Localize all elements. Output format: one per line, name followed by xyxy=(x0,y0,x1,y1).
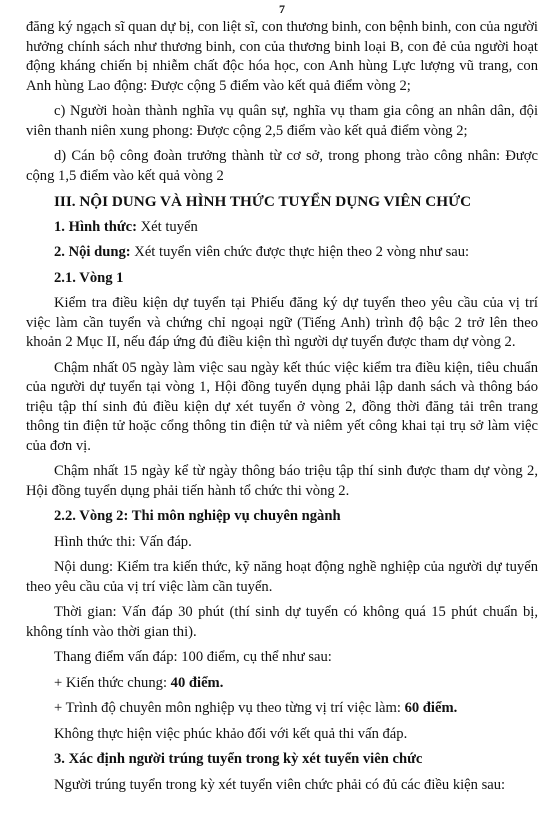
general-knowledge-score: 40 điểm. xyxy=(170,674,224,691)
paragraph-exam-time: Thời gian: Vấn đáp 30 phút (thí sinh dự tuyển có không quá 15 phút chuẩn bị, không tính vào thời gian thi). xyxy=(26,604,538,640)
paragraph-general-knowledge xyxy=(26,674,538,694)
paragraph-professional-skill xyxy=(26,699,538,719)
paragraph-vong1-deadline: Chậm nhất 15 ngày kể từ ngày thông báo triệu tập thí sinh được tham dự vòng 2, Hội đồng tuyển dụng phải tiến hành tổ chức thi vòng 2. xyxy=(26,463,538,499)
paragraph-priority-c: c) Người hoàn thành nghĩa vụ quân sự, nghĩa vụ tham gia công an nhân dân, đội viên thanh niên xung phong: Được cộng 2,5 điểm vào kết quả điểm vòng 2; xyxy=(26,103,538,139)
paragraph-exam-form: Hình thức thi: Vấn đáp. xyxy=(54,533,192,550)
heading-vong-1: 2.1. Vòng 1 xyxy=(54,269,124,286)
paragraph-successful-conditions: Người trúng tuyển trong kỳ xét tuyển viên chức phải có đủ các điều kiện sau: xyxy=(54,776,506,793)
heading-noi-dung-text: Xét tuyển viên chức được thực hiện theo 2 vòng như sau: xyxy=(130,244,470,260)
section-heading-iii: III. NỘI DUNG VÀ HÌNH THỨC TUYỂN DỤNG VIÊN CHỨC xyxy=(54,193,472,210)
paragraph-priority-d: d) Cán bộ công đoàn trưởng thành từ cơ sở, trong phong trào công nhân: Được cộng 1,5 điểm vào kết quả vòng 2 xyxy=(26,148,538,184)
heading-xac-dinh-trung-tuyen: 3. Xác định người trúng tuyển trong kỳ xét tuyển viên chức xyxy=(54,751,423,767)
heading-hinh-thuc-text: Xét tuyển xyxy=(136,218,198,235)
professional-skill-score: 60 điểm. xyxy=(404,700,458,716)
professional-skill-text: + Trình độ chuyên môn nghiệp vụ theo từng vị trí việc làm: xyxy=(54,700,405,716)
heading-noi-dung xyxy=(26,243,538,263)
paragraph-priority-b-continued: đăng ký ngạch sĩ quan dự bị, con liệt sĩ, con thương binh, con bệnh binh, con của người hưởng chính sách như thương binh, con của thương binh loại B, con đẻ của người hoạt động kháng chiến bị nhiễm chất độc hóa học, con Anh hùng Lực lượng vũ trang, con Anh hùng Lao động: Được cộng 5 điểm vào kết quả điểm vòng 2; xyxy=(26,19,538,94)
paragraph-vong1-check: Kiểm tra điều kiện dự tuyển tại Phiếu đăng ký dự tuyển theo yêu cầu của vị trí việc làm cần tuyển và chứng chỉ ngoại ngữ (Tiếng Anh) trình độ bậc 2 trở lên theo khoản 2 Mục II, nếu đáp ứng đủ điều kiện thì người dự tuyển được tham dự vòng 2. xyxy=(26,295,538,350)
heading-hinh-thuc-label: 1. Hình thức: xyxy=(54,218,137,235)
heading-hinh-thuc xyxy=(26,218,538,238)
paragraph-no-review: Không thực hiện việc phúc khảo đối với kết quả thi vấn đáp. xyxy=(54,725,408,742)
paragraph-exam-content: Nội dung: Kiểm tra kiến thức, kỹ năng hoạt động nghề nghiệp của người dự tuyển theo yêu cầu của vị trí việc làm cần tuyển. xyxy=(26,559,538,595)
paragraph-exam-scale: Thang điểm vấn đáp: 100 điểm, cụ thể như sau: xyxy=(54,649,332,665)
heading-noi-dung-label: 2. Nội dung: xyxy=(54,244,131,260)
general-knowledge-text: + Kiến thức chung: xyxy=(54,674,171,691)
page-number: 7 xyxy=(279,2,285,16)
heading-vong-2: 2.2. Vòng 2: Thi môn nghiệp vụ chuyên ngành xyxy=(54,508,341,524)
paragraph-vong1-notice: Chậm nhất 05 ngày làm việc sau ngày kết thúc việc kiểm tra điều kiện, tiêu chuẩn của người dự tuyển tại vòng 1, Hội đồng tuyển dụng phải lập danh sách và thông báo triệu tập thí sinh đủ điều kiện dự xét tuyển ở vòng 2, đồng thời đăng tải trên trang thông tin điện tử hoặc cổng thông tin điện tử và niêm yết công khai tại trụ sở làm việc của đơn vị. xyxy=(26,359,538,454)
